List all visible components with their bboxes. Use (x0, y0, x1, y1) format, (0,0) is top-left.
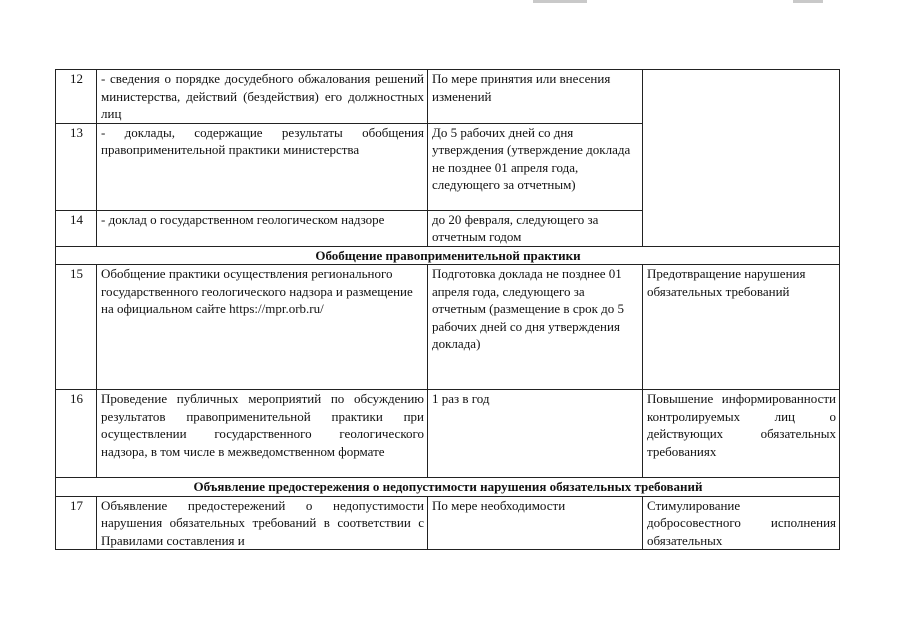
activity-cell: - доклады, содержащие результаты обобщения правоприменительной практики министерства (97, 123, 428, 210)
goal-cell: Повышение информированности контролируемых лиц о действующих обязательных требованиях (643, 390, 840, 478)
activity-cell: Проведение публичных мероприятий по обсуждению результатов правоприменительной практики при осуществлении государственного геологического надзора, в том числе в межведомственном формате (97, 390, 428, 478)
activity-cell: - доклад о государственном геологическом надзоре (97, 210, 428, 246)
row-number: 14 (56, 210, 97, 246)
table-row-15 (56, 265, 840, 390)
term-cell: 1 раз в год (428, 390, 643, 478)
goal-cell-empty (643, 70, 840, 247)
table-row-16 (56, 390, 840, 478)
scan-artifact-right (793, 0, 823, 3)
goal-cell: Предотвращение нарушения обязательных требований (643, 265, 840, 390)
row-number: 17 (56, 496, 97, 550)
activity-cell: - сведения о порядке досудебного обжалования решений министерства, действий (бездействия) его должностных лиц (97, 70, 428, 124)
table-row-12 (56, 70, 840, 124)
row-number: 13 (56, 123, 97, 210)
row-number: 12 (56, 70, 97, 124)
table-row-17 (56, 496, 840, 550)
row-number: 16 (56, 390, 97, 478)
section-header-row (56, 478, 840, 497)
activity-cell: Объявление предостережений о недопустимости нарушения обязательных требований в соответствии с Правилами составления и (97, 496, 428, 550)
scan-artifact-left (533, 0, 587, 3)
goal-cell: Стимулирование добросовестного исполнения обязательных (643, 496, 840, 550)
term-cell: По мере принятия или внесения изменений (428, 70, 643, 124)
term-cell: По мере необходимости (428, 496, 643, 550)
row-number: 15 (56, 265, 97, 390)
section-header-row (56, 246, 840, 265)
section-heading: Объявление предостережения о недопустимости нарушения обязательных требований (56, 478, 840, 497)
activity-cell: Обобщение практики осуществления регионального государственного геологического надзора и размещение на официальном сайте https://mpr.orb.ru/ (97, 265, 428, 390)
term-cell: До 5 рабочих дней со дня утверждения (утверждение доклада не позднее 01 апреля года, следующего за отчетным) (428, 123, 643, 210)
term-cell: Подготовка доклада не позднее 01 апреля года, следующего за отчетным (размещение в срок до 5 рабочих дней со дня утверждения доклада) (428, 265, 643, 390)
section-heading: Обобщение правоприменительной практики (56, 246, 840, 265)
plan-table (55, 69, 840, 550)
term-cell: до 20 февраля, следующего за отчетным годом (428, 210, 643, 246)
